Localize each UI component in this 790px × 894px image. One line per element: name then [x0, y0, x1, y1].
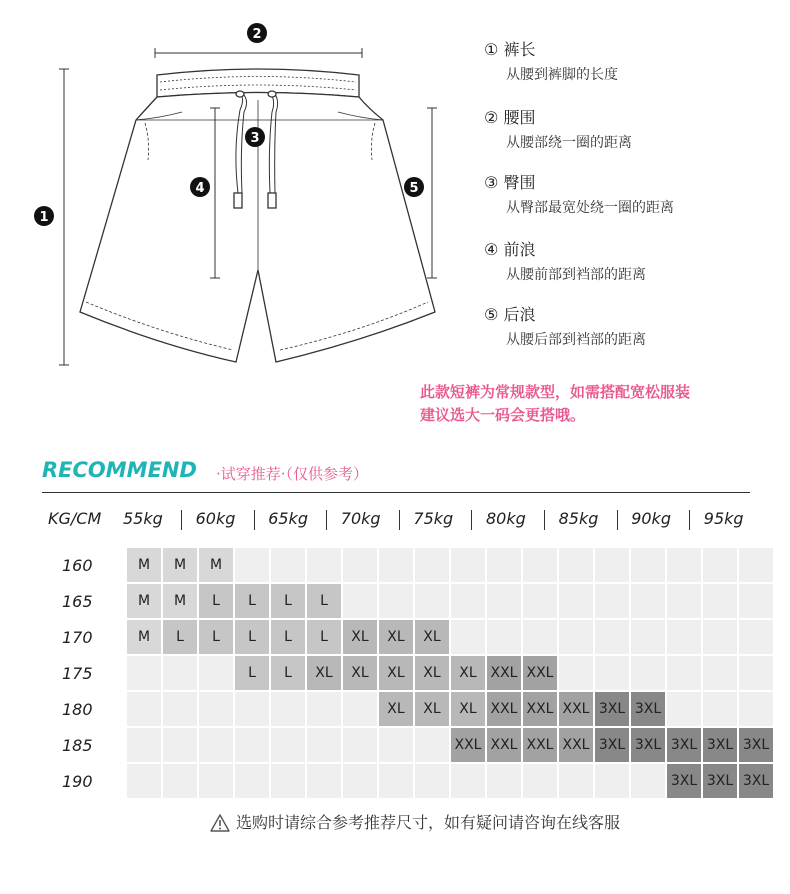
empty-cell [703, 692, 737, 726]
size-cell: L [307, 620, 341, 654]
legend-num: ④ [484, 240, 499, 259]
size-cell: L [199, 584, 233, 618]
empty-cell [559, 584, 593, 618]
size-cell: 3XL [703, 764, 737, 798]
shorts-measurement-diagram [0, 0, 470, 380]
size-cell: XL [451, 692, 485, 726]
legend-title: 裤长 [503, 40, 536, 59]
legend-desc: 从臀部最宽处绕一圈的距离 [506, 200, 674, 216]
empty-cell [523, 548, 557, 582]
height-label: 165 [62, 592, 93, 611]
legend-title: 后浪 [503, 305, 536, 324]
empty-cell [739, 620, 773, 654]
weight-label: 55kg [123, 509, 163, 528]
empty-cell [379, 728, 413, 762]
marker-4-label: 4 [195, 181, 205, 196]
empty-cell [343, 692, 377, 726]
empty-cell [307, 692, 341, 726]
size-cell: 3XL [631, 692, 665, 726]
size-cell: XXL [487, 656, 521, 690]
size-cell: M [127, 620, 161, 654]
empty-cell [307, 764, 341, 798]
empty-cell [199, 656, 233, 690]
weight-separator [399, 510, 400, 530]
height-label: 175 [62, 664, 93, 683]
weight-label: 95kg [703, 509, 744, 528]
size-cell: M [163, 548, 197, 582]
size-cell: XL [379, 656, 413, 690]
size-cell: XXL [559, 728, 593, 762]
size-cell: XXL [523, 728, 557, 762]
legend-desc: 从腰到裤脚的长度 [506, 67, 618, 83]
marker-3-label: 3 [250, 131, 260, 146]
empty-cell [163, 692, 197, 726]
empty-cell [307, 728, 341, 762]
empty-cell [343, 548, 377, 582]
empty-cell [163, 728, 197, 762]
size-cell: XXL [451, 728, 485, 762]
size-cell: M [127, 548, 161, 582]
empty-cell [667, 548, 701, 582]
size-cell: L [199, 620, 233, 654]
legend-num: ② [484, 108, 499, 127]
legend-title: 腰围 [503, 108, 536, 127]
empty-cell [487, 548, 521, 582]
empty-cell [271, 548, 305, 582]
size-cell: XL [343, 620, 377, 654]
size-cell: L [271, 584, 305, 618]
legend-desc: 从腰部绕一圈的距离 [506, 135, 632, 151]
size-cell: XL [343, 656, 377, 690]
marker-1-label: 1 [39, 210, 49, 225]
empty-cell [739, 548, 773, 582]
size-cell: L [235, 620, 269, 654]
empty-cell [343, 764, 377, 798]
empty-cell [523, 764, 557, 798]
empty-cell [127, 764, 161, 798]
legend-title: 臀围 [503, 173, 536, 192]
size-cell: XL [415, 656, 449, 690]
empty-cell [595, 620, 629, 654]
empty-cell [379, 548, 413, 582]
empty-cell [631, 620, 665, 654]
empty-cell [667, 620, 701, 654]
empty-cell [703, 548, 737, 582]
size-cell: XL [379, 692, 413, 726]
empty-cell [739, 656, 773, 690]
empty-cell [487, 584, 521, 618]
fit-note-line-1: 此款短裤为常规款型，如需搭配宽松服装 [420, 383, 691, 401]
empty-cell [739, 584, 773, 618]
size-cell: XL [307, 656, 341, 690]
empty-cell [415, 548, 449, 582]
empty-cell [163, 764, 197, 798]
height-label: 160 [62, 556, 93, 575]
footnote-text: 选购时请综合参考推荐尺寸，如有疑问请咨询在线客服 [236, 813, 621, 832]
weight-separator [326, 510, 327, 530]
height-label: 190 [62, 772, 93, 791]
empty-cell [415, 728, 449, 762]
empty-cell [559, 548, 593, 582]
empty-cell [631, 656, 665, 690]
height-label: 180 [62, 700, 93, 719]
empty-cell [703, 620, 737, 654]
empty-cell [559, 620, 593, 654]
size-cell: L [271, 620, 305, 654]
size-cell: 3XL [703, 728, 737, 762]
empty-cell [595, 584, 629, 618]
empty-cell [487, 764, 521, 798]
weight-separator [544, 510, 545, 530]
legend-item-waist [484, 108, 632, 152]
empty-cell [235, 692, 269, 726]
legend-title: 前浪 [503, 240, 536, 259]
empty-cell [559, 656, 593, 690]
weight-separator [471, 510, 472, 530]
empty-cell [667, 692, 701, 726]
size-cell: L [235, 584, 269, 618]
weight-label: 60kg [195, 509, 236, 528]
fit-note-line-2: 建议选大一码会更搭哦。 [420, 406, 586, 424]
marker-2-label: 2 [252, 27, 262, 42]
warning-icon [210, 814, 230, 832]
size-cell: M [163, 584, 197, 618]
recommend-subtitle: ·试穿推荐·（仅供参考） [216, 465, 369, 483]
weight-label: 75kg [413, 509, 454, 528]
footnote [210, 810, 620, 833]
size-cell: 3XL [667, 764, 701, 798]
empty-cell [199, 728, 233, 762]
size-cell: 3XL [739, 728, 773, 762]
size-cell: XXL [523, 692, 557, 726]
empty-cell [199, 764, 233, 798]
empty-cell [523, 620, 557, 654]
empty-cell [163, 656, 197, 690]
size-cell: XL [415, 620, 449, 654]
empty-cell [127, 692, 161, 726]
empty-cell [523, 584, 557, 618]
empty-cell [343, 728, 377, 762]
size-cell: L [163, 620, 197, 654]
empty-cell [127, 656, 161, 690]
size-cell: XL [379, 620, 413, 654]
empty-cell [451, 548, 485, 582]
weight-label: 65kg [268, 509, 308, 528]
empty-cell [271, 692, 305, 726]
size-cell: XL [451, 656, 485, 690]
size-cell: 3XL [631, 728, 665, 762]
height-label: 185 [62, 736, 93, 755]
empty-cell [235, 548, 269, 582]
empty-cell [271, 728, 305, 762]
size-cell: L [235, 656, 269, 690]
size-cell: 3XL [667, 728, 701, 762]
weight-separator [689, 510, 690, 530]
weight-label: 80kg [486, 509, 526, 528]
empty-cell [667, 584, 701, 618]
legend-item-front-rise [484, 240, 646, 284]
weight-label: 90kg [631, 509, 671, 528]
empty-cell [127, 728, 161, 762]
legend-desc: 从腰前部到裆部的距离 [506, 267, 646, 283]
size-cell: XL [415, 692, 449, 726]
empty-cell [415, 764, 449, 798]
empty-cell [415, 584, 449, 618]
size-cell: M [127, 584, 161, 618]
legend-item-hip [484, 173, 674, 217]
empty-cell [631, 584, 665, 618]
size-cell: M [199, 548, 233, 582]
empty-cell [595, 764, 629, 798]
empty-cell [379, 764, 413, 798]
empty-cell [235, 764, 269, 798]
empty-cell [451, 620, 485, 654]
size-cell: 3XL [595, 692, 629, 726]
weight-label: 85kg [558, 509, 599, 528]
height-label: 170 [62, 628, 93, 647]
size-cell: 3XL [595, 728, 629, 762]
empty-cell [271, 764, 305, 798]
recommend-divider [42, 492, 750, 493]
legend-item-back-rise [484, 305, 646, 349]
recommend-title: RECOMMEND [42, 458, 197, 482]
size-cell: L [307, 584, 341, 618]
size-cell: XXL [559, 692, 593, 726]
fit-note [420, 381, 780, 427]
empty-cell [235, 728, 269, 762]
legend-item-length [484, 40, 618, 84]
empty-cell [703, 584, 737, 618]
weight-separator [254, 510, 255, 530]
empty-cell [703, 656, 737, 690]
empty-cell [307, 548, 341, 582]
marker-5-label: 5 [409, 181, 419, 196]
legend-desc: 从腰后部到裆部的距离 [506, 332, 646, 348]
size-cell: 3XL [739, 764, 773, 798]
empty-cell [343, 584, 377, 618]
size-cell: XXL [523, 656, 557, 690]
legend-num: ① [484, 40, 499, 59]
legend-num: ⑤ [484, 305, 499, 324]
empty-cell [379, 584, 413, 618]
empty-cell [667, 656, 701, 690]
header-label: KG/CM [48, 509, 102, 528]
legend-num: ③ [484, 173, 499, 192]
weight-separator [617, 510, 618, 530]
empty-cell [595, 548, 629, 582]
empty-cell [199, 692, 233, 726]
empty-cell [631, 764, 665, 798]
size-cell: XXL [487, 728, 521, 762]
empty-cell [451, 764, 485, 798]
empty-cell [739, 692, 773, 726]
empty-cell [559, 764, 593, 798]
empty-cell [631, 548, 665, 582]
weight-separator [181, 510, 182, 530]
size-cell: XXL [487, 692, 521, 726]
empty-cell [451, 584, 485, 618]
empty-cell [595, 656, 629, 690]
empty-cell [487, 620, 521, 654]
weight-label: 70kg [340, 509, 381, 528]
size-cell: L [271, 656, 305, 690]
